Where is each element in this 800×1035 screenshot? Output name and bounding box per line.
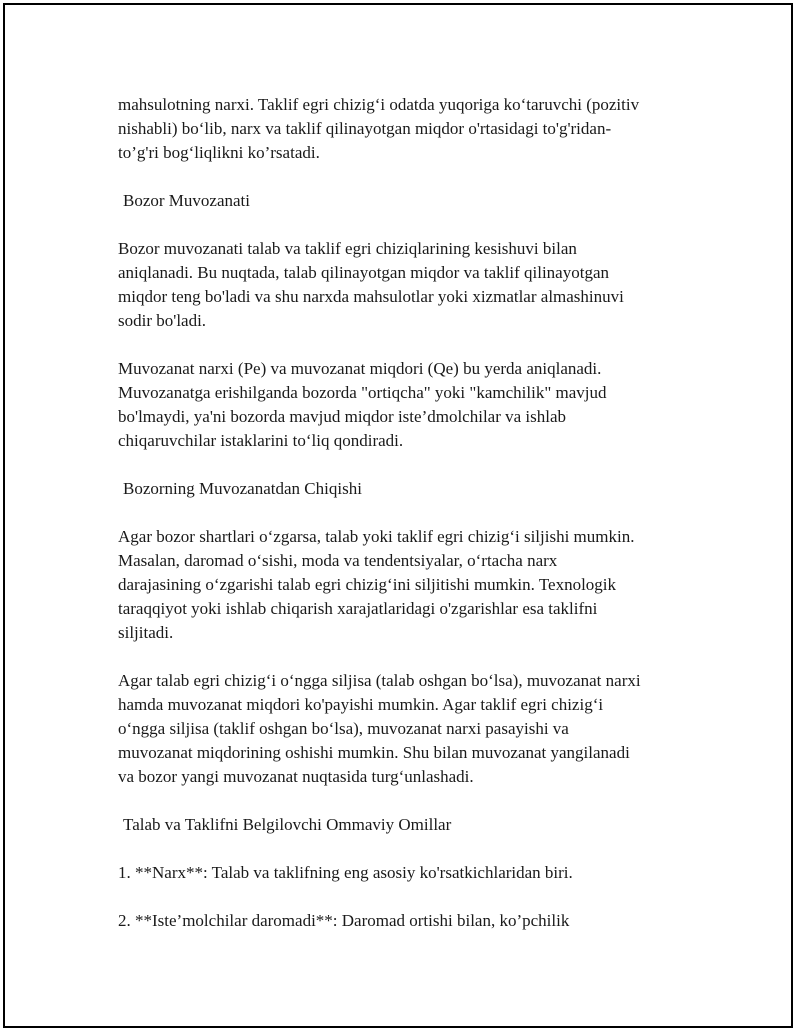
- document-body: [118, 93, 698, 957]
- paragraph-shift-effects: Agar talab egri chizig‘i o‘ngga siljisa (talab oshgan bo‘lsa), muvozanat narxi hamda muvozanat miqdori ko'payishi mumkin. Agar taklif egri chizig‘i o‘ngga siljisa (taklif oshgan bo‘lsa), muvozanat narxi pasayishi va muvozanat miqdorining oshishi mumkin. Shu bilan muvozanat yangilanadi va bozor yangi muvozanat nuqtasida turg‘unlashadi.: [118, 671, 641, 786]
- heading-market-equilibrium: Bozor Muvozanati: [123, 191, 250, 210]
- paragraph-equilibrium-price-quantity: Muvozanat narxi (Pe) va muvozanat miqdori (Qe) bu yerda aniqlanadi. Muvozanatga erishilganda bozorda "ortiqcha" yoki "kamchilik" mavjud bo'lmaydi, ya'ni bozorda mavjud miqdor iste’dmolchilar va ishlab chiqaruvchilar istaklarini to‘liq qondiradi.: [118, 359, 607, 450]
- heading-determinants: Talab va Taklifni Belgilovchi Ommaviy Omillar: [123, 815, 452, 834]
- heading-disequilibrium: Bozorning Muvozanatdan Chiqishi: [123, 479, 362, 498]
- paragraph-supply-curve: mahsulotning narxi. Taklif egri chizig‘i odatda yuqoriga ko‘taruvchi (pozitiv nishabli) bo‘lib, narx va taklif qilinayotgan miqdor o'rtasidagi to'g'ridan- to’g'ri bog‘liqlikni ko’rsatadi.: [118, 95, 640, 162]
- list-item-price: 1. **Narx**: Talab va taklifning eng asosiy ko'rsatkichlaridan biri.: [118, 863, 573, 882]
- paragraph-equilibrium-definition: Bozor muvozanati talab va taklif egri chiziqlarining kesishuvi bilan aniqlanadi. Bu nuqtada, talab qilinayotgan miqdor va taklif qilinayotgan miqdor teng bo'ladi va shu narxda mahsulotlar yoki xizmatlar almashinuvi sodir bo'ladi.: [118, 239, 624, 330]
- list-item-consumer-income: 2. **Iste’molchilar daromadi**: Daromad ortishi bilan, ko’pchilik: [118, 911, 570, 930]
- paragraph-curve-shifts: Agar bozor shartlari o‘zgarsa, talab yoki taklif egri chizig‘i siljishi mumkin. Masalan, daromad o‘sishi, moda va tendentsiyalar, o‘rtacha narx darajasining o‘zgarishi talab egri chizig‘ini siljitishi mumkin. Texnologik taraqqiyot yoki ishlab chiqarish xarajatlaridagi o'zgarishlar esa taklifni siljitadi.: [118, 527, 635, 642]
